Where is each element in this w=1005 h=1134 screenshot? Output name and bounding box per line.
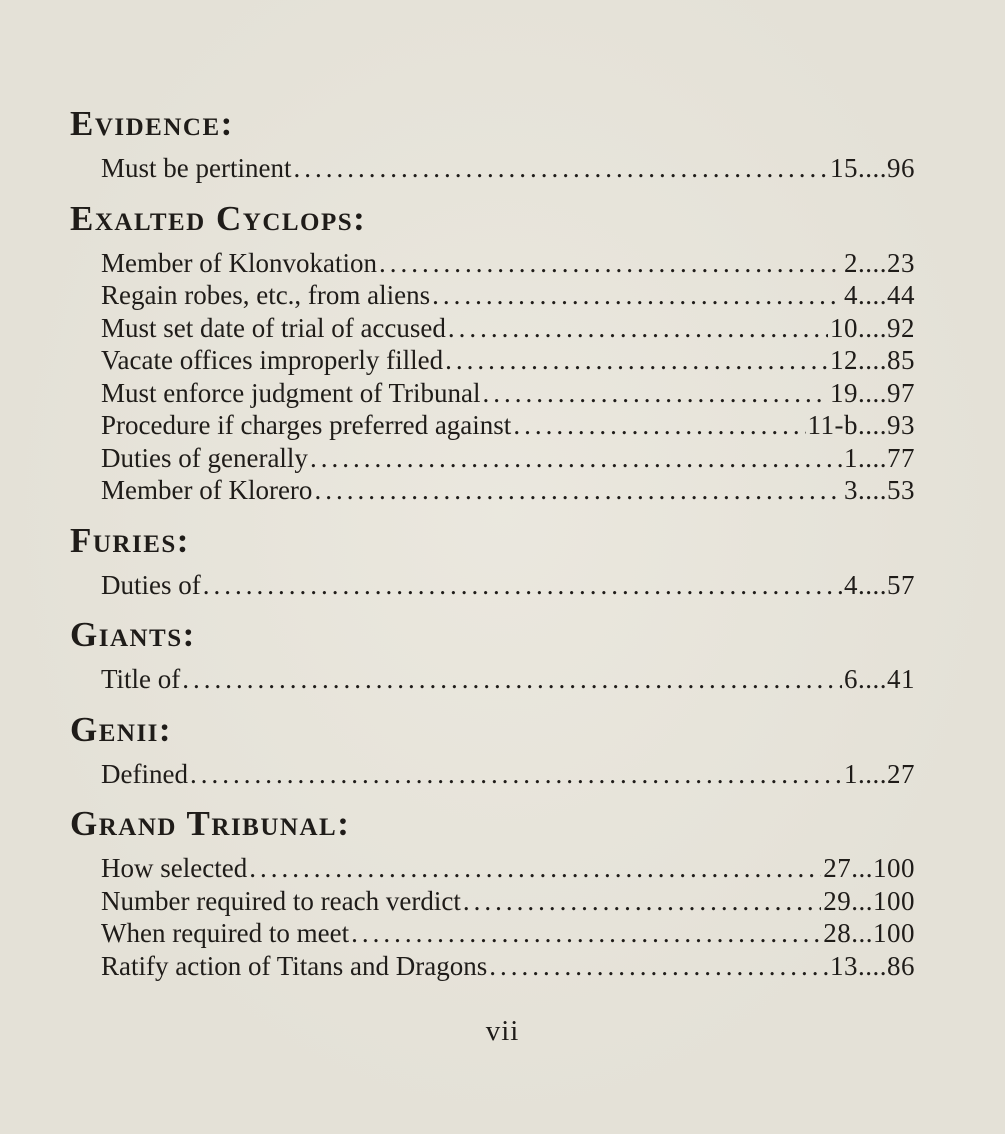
dot-leader <box>432 279 842 312</box>
dot-leader <box>351 917 821 950</box>
entry-text: Title of <box>101 664 181 694</box>
entry-text: Duties of generally <box>101 442 308 473</box>
entry-reference: 10....92 <box>830 312 915 343</box>
dot-leader <box>448 312 828 345</box>
index-section-grand-tribunal <box>70 802 915 982</box>
index-section-furies <box>70 519 915 602</box>
entry-list <box>101 663 915 696</box>
entry-reference: 27...100 <box>823 853 915 883</box>
entry-reference: 4....57 <box>844 569 915 600</box>
entry-list <box>101 569 915 602</box>
dot-leader <box>249 852 821 885</box>
dot-leader <box>513 409 805 442</box>
entry-reference: 29...100 <box>823 885 915 916</box>
entry-text: Member of Klonvokation <box>101 247 377 278</box>
dot-leader <box>463 885 821 918</box>
index-listing <box>70 102 915 994</box>
entry-list <box>101 852 915 982</box>
entry-text: Regain robes, etc., from aliens <box>101 280 431 310</box>
entry-reference: 28...100 <box>823 918 915 948</box>
entry-list <box>101 247 915 507</box>
entry-text: Member of Klorero <box>101 475 313 505</box>
index-entry <box>101 409 915 442</box>
entry-reference: 19....97 <box>830 377 915 408</box>
index-section-genii <box>70 708 915 791</box>
entry-reference: 1....77 <box>844 442 915 473</box>
index-entry <box>101 344 915 377</box>
entry-text: Must set date of trial of accused <box>101 312 446 343</box>
index-entry <box>101 663 915 696</box>
dot-leader <box>482 377 828 410</box>
entry-reference: 2....23 <box>844 247 915 278</box>
index-entry <box>101 377 915 410</box>
entry-reference: 3....53 <box>844 475 915 505</box>
dot-leader <box>379 247 842 280</box>
index-entry <box>101 247 915 280</box>
entry-text: Must enforce judgment of Tribunal <box>101 377 481 408</box>
dot-leader <box>203 569 842 602</box>
entry-text: Duties of <box>101 569 201 600</box>
entry-text: How selected <box>101 853 248 883</box>
index-entry <box>101 279 915 312</box>
index-entry <box>101 474 915 507</box>
dot-leader <box>314 474 842 507</box>
dot-leader <box>445 344 828 377</box>
entry-text: Number required to reach verdict <box>101 885 461 916</box>
entry-text: Must be pertinent <box>101 153 292 183</box>
entry-reference: 13....86 <box>830 950 915 981</box>
dot-leader <box>293 152 828 185</box>
entry-text: Procedure if charges preferred against <box>101 410 512 440</box>
entry-reference: 11-b....93 <box>807 410 915 440</box>
index-entry <box>101 152 915 185</box>
entry-reference: 6....41 <box>844 664 915 694</box>
index-entry <box>101 885 915 918</box>
index-entry <box>101 917 915 950</box>
section-heading: Exalted Cyclops: <box>70 198 367 238</box>
section-heading: Giants: <box>70 615 196 654</box>
entry-list <box>101 758 915 791</box>
dot-leader <box>310 442 842 475</box>
index-section-evidence <box>70 102 915 185</box>
section-heading: Furies: <box>70 520 190 560</box>
entry-reference: 1....27 <box>844 758 915 789</box>
index-entry <box>101 312 915 345</box>
index-section-giants <box>70 613 915 696</box>
entry-reference: 12....85 <box>830 345 915 375</box>
index-entry <box>101 569 915 602</box>
entry-reference: 4....44 <box>844 280 915 310</box>
index-entry <box>101 442 915 475</box>
entry-reference: 15....96 <box>830 153 915 183</box>
dot-leader <box>489 950 828 983</box>
index-entry <box>101 758 915 791</box>
dot-leader <box>182 663 842 696</box>
section-heading: Genii: <box>70 709 173 749</box>
section-heading: Evidence: <box>70 104 234 143</box>
page-number: vii <box>485 1015 520 1047</box>
index-entry <box>101 950 915 983</box>
dot-leader <box>190 758 842 791</box>
entry-text: Vacate offices improperly filled <box>101 345 444 375</box>
entry-list <box>101 152 915 185</box>
index-entry <box>101 852 915 885</box>
entry-text: Defined <box>101 758 188 789</box>
section-heading: Grand Tribunal: <box>70 804 351 843</box>
entry-text: Ratify action of Titans and Dragons <box>101 950 488 981</box>
index-section-exalted-cyclops <box>70 197 915 507</box>
entry-text: When required to meet <box>101 918 350 948</box>
